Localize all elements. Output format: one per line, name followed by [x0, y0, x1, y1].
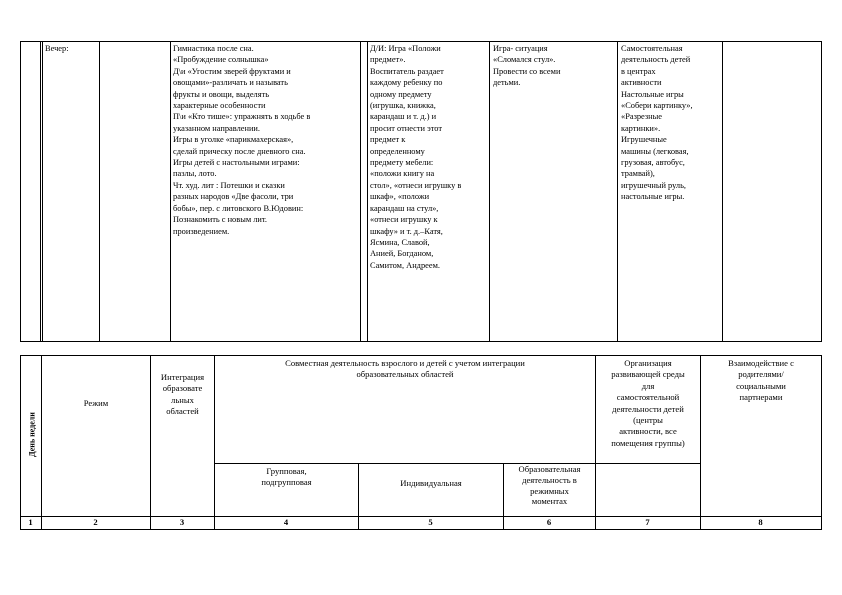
text-line: каждому ребенку по	[370, 78, 443, 88]
group-subheader	[215, 466, 358, 489]
environment-cell	[621, 43, 721, 203]
text-line: овощами»-различать и называть	[173, 78, 288, 88]
text-line: фрукты и овощи, выделять	[173, 89, 270, 99]
text-line: Игры в уголке «парикмахерская»,	[173, 135, 294, 145]
text-line: картинки».	[621, 123, 661, 133]
text-line: пазлы, лото.	[173, 169, 217, 179]
text-line: Чт. худ. лит : Потешки и сказки	[173, 180, 285, 190]
text-line: Провести со всеми	[493, 66, 561, 76]
text-line: определенному	[370, 146, 425, 156]
text-line: грузовая, автобус,	[621, 158, 685, 168]
column-number: 5	[428, 517, 433, 527]
text-line: «Собери картинку»,	[621, 101, 693, 111]
text-line: Групповая,	[266, 466, 307, 476]
text-line: трамвай),	[621, 169, 655, 179]
environment-header	[596, 358, 700, 449]
text-line: разных народов «Две фасоли, три	[173, 192, 294, 202]
text-line: «отнеси игрушку к	[370, 215, 438, 225]
text-line: Игра- ситуация	[493, 44, 548, 53]
text-line: Совместная деятельность взрослого и детей с учетом интеграции	[285, 358, 525, 368]
text-line: образовательных областей	[356, 369, 454, 380]
joint-activity-header	[215, 358, 595, 381]
text-line: шкаф», «положи	[370, 192, 430, 202]
text-line: деятельности детей	[612, 403, 684, 414]
text-line: П\и «Кто тише»: упражнять в ходьбе в	[173, 112, 311, 122]
text-line: предмет».	[370, 55, 406, 65]
text-line: самостоятельной	[616, 392, 680, 403]
parents-interaction-header	[701, 358, 821, 404]
text-line: настольные игры.	[621, 192, 685, 202]
text-line: «Сломался стул».	[493, 55, 556, 65]
text-line: стол», «отнеси игрушку в	[370, 180, 462, 190]
text-line: шкафу» и т. д.–Катя,	[370, 226, 443, 236]
text-line: Анией, Богданом,	[370, 249, 434, 259]
text-line: режимных	[530, 485, 569, 496]
text-line: Ясмина, Славой,	[370, 237, 430, 247]
text-line: деятельность в	[522, 474, 577, 485]
text-line: развивающей среды	[611, 369, 685, 380]
text-line: сделай прическу после дневного сна.	[173, 146, 306, 156]
day-of-week-header: День недели	[27, 412, 37, 457]
text-line: моментах	[531, 496, 568, 507]
text-line: помещения группы)	[611, 437, 685, 448]
text-line: Игрушечные	[621, 135, 667, 145]
text-line: родителями/	[738, 369, 784, 380]
regime-moments-cell	[493, 43, 615, 89]
text-line: детьми.	[493, 78, 521, 88]
text-line: бобы», пер. с литовского В.Юдовин:	[173, 203, 304, 213]
individual-activity-cell	[370, 43, 488, 271]
column-number: 1	[28, 517, 33, 527]
text-line: для	[641, 380, 655, 391]
text-line: «Пробуждение солнышка»	[173, 55, 269, 65]
text-line: Д/И: Игра «Положи	[370, 44, 441, 53]
text-line: социальными	[736, 380, 786, 391]
text-line: Самитом, Андреем.	[370, 260, 440, 270]
regime-moments-subheader	[504, 464, 595, 507]
column-number: 7	[645, 517, 650, 527]
column-number: 4	[283, 517, 289, 527]
text-line: (игрушка, книжка,	[370, 101, 436, 111]
text-line: указанном направлении.	[173, 123, 261, 133]
column-number: 6	[546, 517, 552, 527]
text-line: «положи книгу на	[370, 169, 435, 179]
group-activity-cell	[173, 43, 359, 237]
text-line: игрушечный руль,	[621, 180, 687, 190]
text-line: подгрупповая	[261, 477, 312, 488]
text-line: активности	[621, 78, 662, 88]
text-line: областей	[166, 406, 199, 417]
text-line: карандаш и т. д.) и	[370, 112, 437, 122]
text-line: активности, все	[619, 426, 677, 437]
text-line: Взаимодействие с	[728, 358, 794, 368]
column-number: 2	[93, 517, 98, 527]
text-line: партнерами	[739, 392, 783, 403]
column-number: 8	[758, 517, 763, 527]
text-line: льных	[171, 394, 194, 405]
text-line: Самостоятельная	[621, 44, 683, 53]
text-line: Д\и «Угостим зверей фруктами и	[173, 66, 291, 76]
text-line: деятельность детей	[621, 55, 691, 65]
text-line: Гимнастика после сна.	[173, 44, 254, 53]
text-line: Организация	[624, 358, 672, 368]
text-line: характерные особенности	[173, 101, 266, 111]
text-line: Воспитатель раздает	[370, 66, 444, 76]
text-line: Образовательная	[518, 464, 581, 474]
text-line: предмет к	[370, 135, 406, 145]
evening-label: Вечер:	[45, 44, 69, 53]
text-line: Познакомить с новым лит.	[173, 215, 268, 225]
text-line: машины (легковая,	[621, 146, 689, 156]
text-line: одному предмету	[370, 89, 432, 99]
text-line: (центры	[633, 415, 663, 426]
text-line: Настольные игры	[621, 89, 684, 99]
text-line: просит отнести этот	[370, 123, 442, 133]
text-line: в центрах	[621, 66, 656, 76]
text-line: карандаш на стул»,	[370, 203, 439, 213]
text-line: предмету мебели:	[370, 158, 434, 168]
column-number: 3	[179, 517, 185, 527]
text-line: произведением.	[173, 226, 230, 236]
individual-subheader: Индивидуальная	[400, 478, 462, 488]
text-line: Игры детей с настольными играми:	[173, 158, 300, 168]
integration-header	[151, 372, 214, 418]
regime-header: Режим	[83, 398, 109, 408]
text-line: «Разрезные	[621, 112, 663, 122]
text-line: образовате	[162, 383, 203, 394]
text-line: Интеграция	[160, 372, 205, 382]
